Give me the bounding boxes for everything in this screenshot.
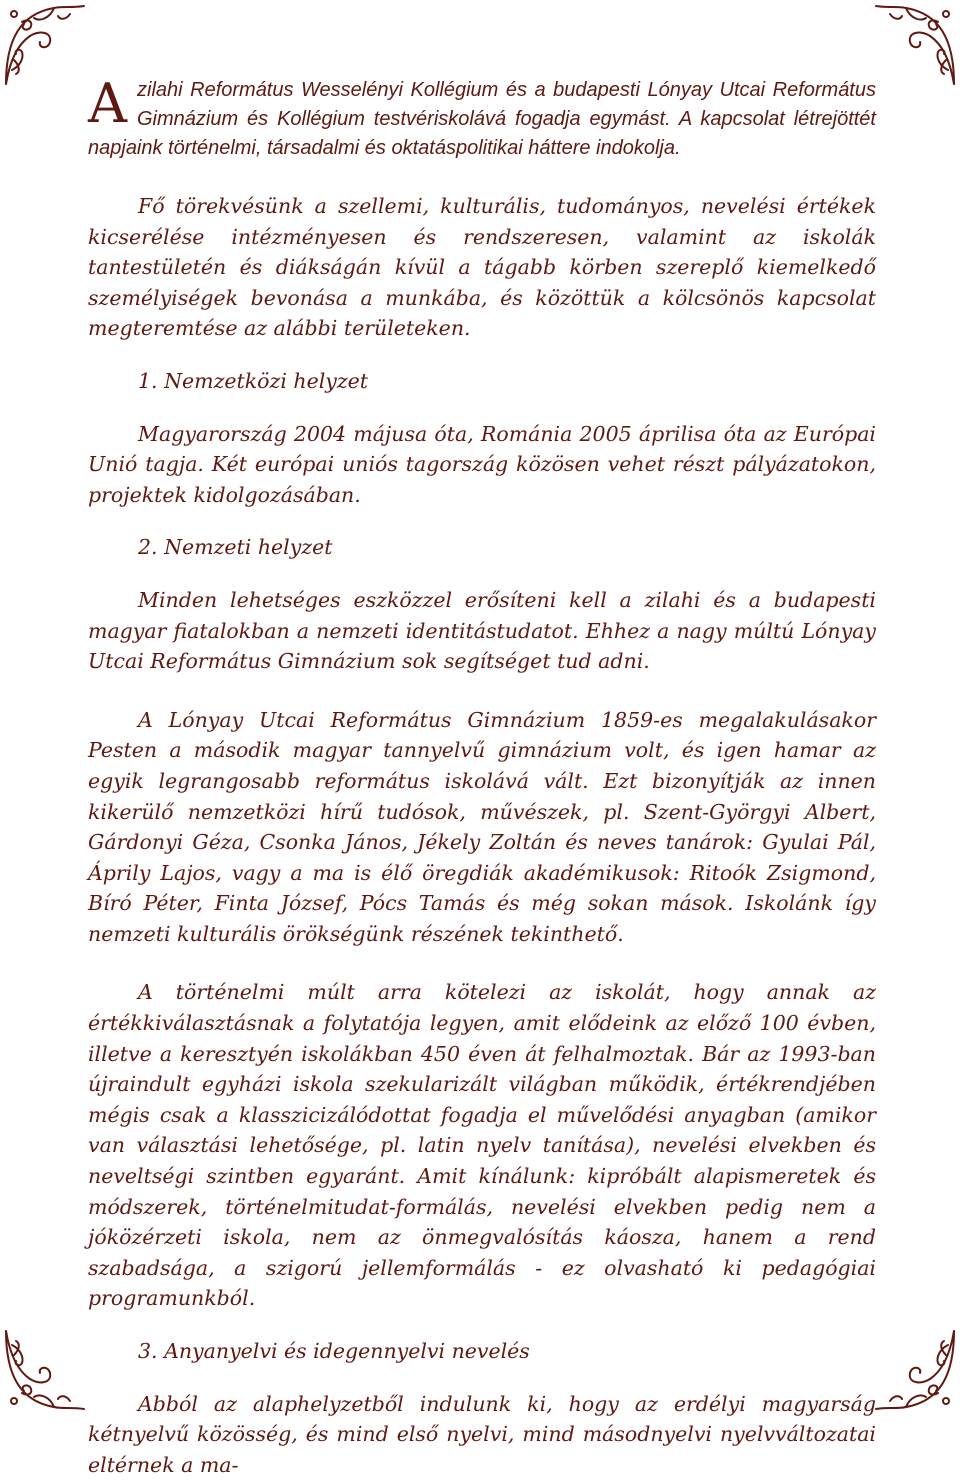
corner-ornament-top-left [0,0,90,90]
section-heading-national: 2. Nemzeti helyzet [138,535,333,560]
paragraph-languages: Abból az alaphelyzetből indulunk ki, hogy az erdélyi magyarság kétnyelvű közösség, és mind első nyelvi, mind másodnyelvi nyelvváltozatai eltérnek a ma- [88,1391,876,1477]
filigree-corner-icon [0,0,90,90]
filigree-corner-icon [870,1325,960,1415]
paragraph-goals: Fő törekvésünk a szellemi, kulturális, tudományos, nevelési értékek kicserélése intézményesen és rendszeresen, valamint az iskolák tantestületén és diákságán kívül a tágabb körben szereplő kiemelkedő személyiségek bevonása a munkába, és közöttük a kölcsönös kapcsolat megteremtése az alábbi területeken. [88,194,876,341]
document-body [88,72,876,1480]
corner-ornament-bottom-left [0,1325,90,1415]
filigree-corner-icon [870,0,960,90]
corner-ornament-top-right [870,0,960,90]
section-heading-languages: 3. Anyanyelvi és idegennyelvi nevelés [138,1339,530,1363]
intro-text: zilahi Református Wesselényi Kollégium és a budapesti Lónyay Utcai Református Gimnázium és Kollégium testvériskolává fogadja egymást. A kapcsolat létrejöttét napjaink történelmi, társadalmi és oktatáspolitikai háttere indokolja. [88,79,876,159]
drop-cap: A [88,72,127,135]
paragraph-national: Minden lehetséges eszközzel erősíteni kell a zilahi és a budapesti magyar fiatalokban a nemzeti identitástudatot. Ehhez a nagy múltú Lónyay Utcai Református Gimnázium sok segítséget tud adni. [88,587,876,674]
corner-ornament-bottom-right [870,1325,960,1415]
intro-paragraph [88,72,876,163]
paragraph-international: Magyarország 2004 májusa óta, Románia 2005 áprilisa óta az Európai Unió tagja. Két európai uniós tagország közösen vehet részt pályázatokon, projektek kidolgozásában. [88,421,876,507]
paragraph-history: A Lónyay Utcai Református Gimnázium 1859-es megalakulásakor Pesten a második magyar tannyelvű gimnázium volt, és igen hamar az egyik legrangosabb református iskolává vált. Ezt bizonyítják az innen kikerülő nemzetközi hírű tudósok, művészek, pl. Szent-Györgyi Albert, Gárdonyi Géza, Csonka János, Jékely Zoltán és neves tanárok: Gyulai Pál, Áprily Lajos, vagy a ma is élő öregdiák akadémikusok: Ritoók Zsigmond, Bíró Péter, Finta József, Pócs Tamás és még sokan mások. Iskolánk így nemzeti kulturális örökségünk részének tekinthető. [88,707,876,946]
section-heading-international: 1. Nemzetközi helyzet [138,368,369,393]
paragraph-values: A történelmi múlt arra kötelezi az iskolát, hogy annak az értékkiválasztásnak a folytatója legyen, amit elődeink az előző 100 évben, illetve a keresztyén iskolákban 450 éven át felhalmoztak. Bár az 1993-ban újraindult egyházi iskola szekularizált világban működik, értékrendjében mégis csak a klasszicizálódottat fogadja el művelődési anyagban (amikor van választási lehetősége, pl. latin nyelv tanítása), nevelési elvekben és neveltségi szintben egyaránt. Amit kínálunk: kipróbált alapismeretek és módszerek, történelmitudat-formálás, nevelési elvekben pedig nem a jóközérzeti iskola, nem az önmegvalósítás káosza, hanem a rend szabadsága, a szigorú jellemformálás - ez olvasható ki pedagógiai programunkból. [88,980,876,1311]
filigree-corner-icon [0,1325,90,1415]
